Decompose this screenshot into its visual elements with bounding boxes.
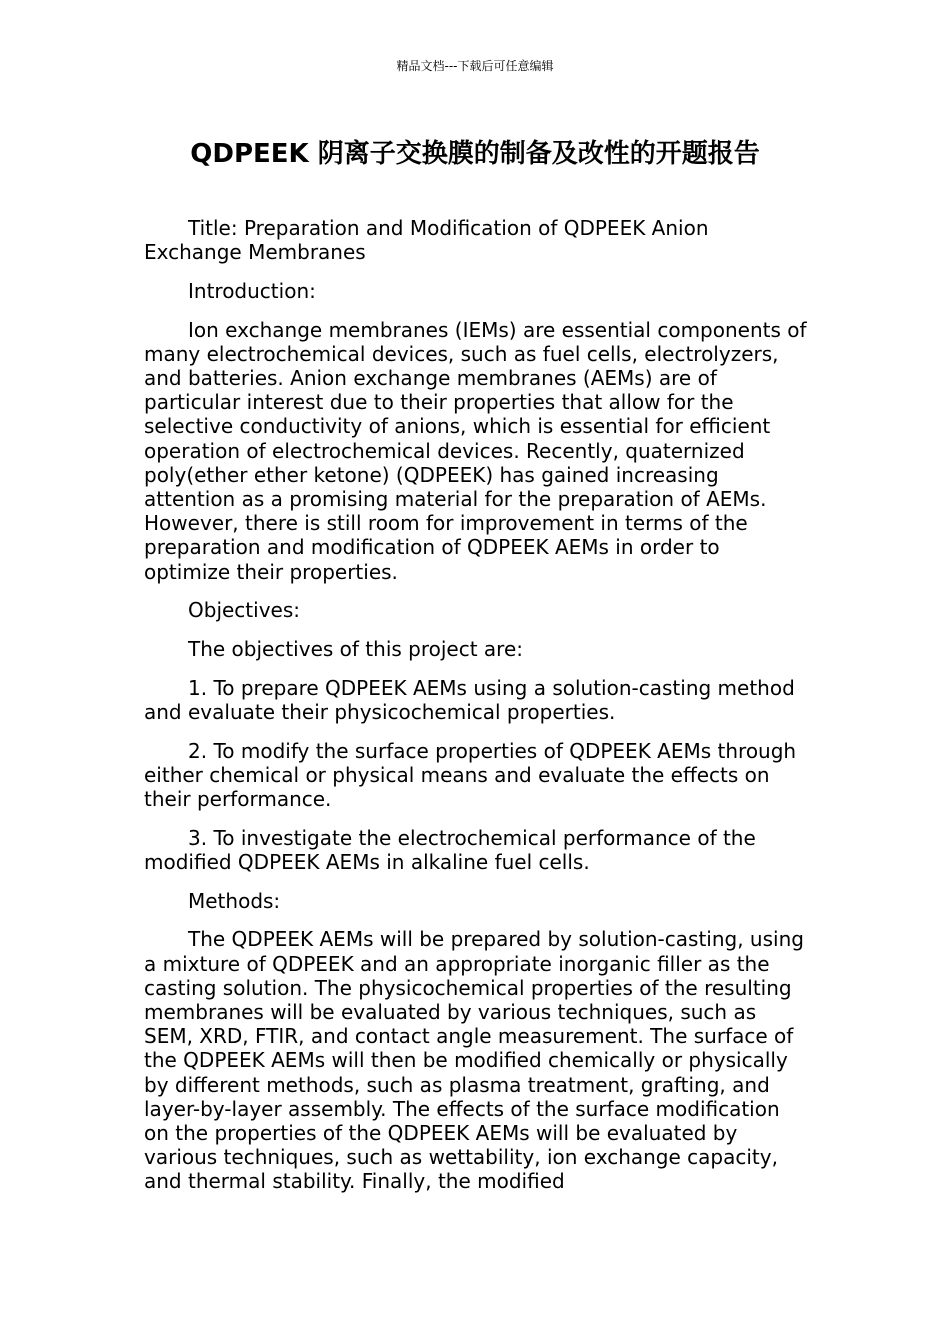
objective-item-2: 2. To modify the surface properties of QDPEEK AEMs through either chemical or physical means and evaluate the effects on their performance. xyxy=(144,738,797,812)
heading-objectives: Objectives: xyxy=(188,598,300,623)
objective-item-3: 3. To investigate the electrochemical performance of the modified QDPEEK AEMs in alkaline fuel cells. xyxy=(144,825,756,874)
document-title: QDPEEK 阴离子交换膜的制备及改性的开题报告 xyxy=(190,139,760,169)
heading-methods: Methods: xyxy=(188,888,281,913)
header-note: 精品文档---下载后可任意编辑 xyxy=(396,59,554,73)
paragraph-objectives-intro: The objectives of this project are: xyxy=(188,637,523,662)
heading-introduction: Introduction: xyxy=(188,278,316,303)
document-body xyxy=(144,216,810,1208)
objective-item-1: 1. To prepare QDPEEK AEMs using a solution-casting method and evaluate their physicochemical properties. xyxy=(144,675,795,724)
paragraph-title: Title: Preparation and Modification of QDPEEK Anion Exchange Membranes xyxy=(144,216,709,265)
paragraph-methods: The QDPEEK AEMs will be prepared by solution-casting, using a mixture of QDPEEK and an appropriate inorganic filler as the casting solution. The physicochemical properties of the resulting membranes will be evaluated by various techniques, such as SEM, XRD, FTIR, and contact angle measurement. The surface of the QDPEEK AEMs will then be modified chemically or physically by different methods, such as plasma treatment, grafting, and layer-by-layer assembly. The effects of the surface modification on the properties of the QDPEEK AEMs will be evaluated by various techniques, such as wettability, ion exchange capacity, and thermal stability. Finally, the modified xyxy=(144,927,804,1194)
paragraph-introduction: Ion exchange membranes (IEMs) are essential components of many electrochemical devices, such as fuel cells, electrolyzers, and batteries. Anion exchange membranes (AEMs) are of particular interest due to their properties that allow for the selective conductivity of anions, which is essential for efficient operation of electrochemical devices. Recently, quaternized poly(ether ether ketone) (QDPEEK) has gained increasing attention as a promising material for the preparation of AEMs. However, there is still room for improvement in terms of the preparation and modification of QDPEEK AEMs in order to optimize their properties. xyxy=(144,317,807,584)
